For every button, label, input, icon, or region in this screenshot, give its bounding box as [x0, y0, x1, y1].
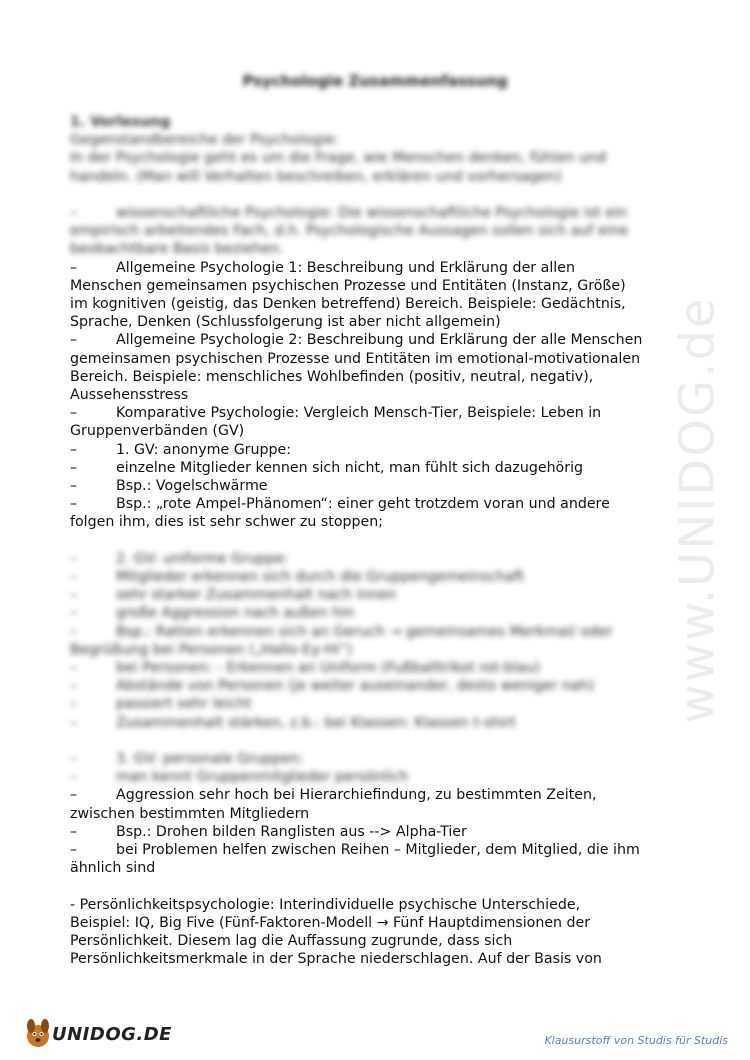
- line-text: Zusammenhalt stärken, z.b.: bei Klassen: Klassen t-shirt: [116, 714, 516, 731]
- text-line: [70, 168, 690, 186]
- bullet-dash: –: [70, 769, 78, 786]
- text-line: [70, 331, 690, 349]
- line-text: Begrüßung bei Personen („Hallo-Ey-Hi“): [70, 641, 353, 658]
- line-text: Bsp.: Vogelschwärme: [116, 478, 268, 495]
- bullet-dash: –: [70, 678, 78, 695]
- line-text: große Aggression nach außen hin: [116, 605, 355, 622]
- text-line: [70, 404, 690, 422]
- line-text: wissenschaftliche Psychologie: Die wissenschaftliche Psychologie ist ein: [116, 205, 627, 221]
- text-line: [70, 714, 690, 732]
- text-line: [70, 386, 690, 404]
- text-line: [70, 586, 690, 604]
- line-text: handeln. (Man will Verhalten beschreiben, erklären und vorhersagen): [70, 168, 562, 185]
- text-line: [70, 932, 690, 950]
- line-text: man kennt Gruppenmitglieder persönlich: [116, 769, 409, 786]
- line-text: Beispiel: IQ, Big Five (Fünf-Faktoren-Modell → Fünf Hauptdimensionen der: [70, 914, 591, 931]
- line-text: Bsp.: Ratten erkennen sich an Geruch → gemeinsames Merkmal/ oder: [116, 623, 613, 640]
- line-text: folgen ihm, dies ist sehr schwer zu stoppen;: [70, 514, 384, 531]
- line-text: Persönlichkeitsmerkmale in der Sprache niederschlagen. Auf der Basis von: [70, 951, 602, 968]
- line-text: 2. GV: uniforme Gruppe:: [116, 550, 289, 567]
- bullet-dash: –: [70, 405, 78, 422]
- text-line: [70, 950, 690, 968]
- text-line: [70, 623, 690, 641]
- line-text: 1. GV: anonyme Gruppe:: [116, 441, 292, 458]
- line-text: Bsp.: „rote Ampel-Phänomen“: einer geht trotzdem voran und andere: [116, 496, 610, 513]
- bullet-dash: –: [70, 459, 78, 476]
- text-line: [70, 459, 690, 477]
- text-line: [70, 768, 690, 786]
- line-text: 1. Vorlesung: [70, 114, 171, 130]
- document-title: Psychologie Zusammenfassung: [242, 72, 508, 90]
- line-text: Persönlichkeit. Diesem lag die Auffassung zugrunde, dass sich: [70, 933, 513, 950]
- text-line: [70, 277, 690, 295]
- bullet-dash: –: [70, 550, 78, 567]
- text-line: [70, 750, 690, 768]
- dog-mascot-icon: [22, 1014, 54, 1050]
- logo-text: UNIDOG.DE: [52, 1024, 172, 1045]
- line-text: bei Personen: - Erkennen an Uniform (Fußballtrikot rot-blau): [116, 660, 541, 677]
- text-line: [70, 113, 690, 131]
- line-text: Menschen gemeinsamen psychischen Prozesse und Entitäten (Instanz, Größe): [70, 277, 626, 294]
- line-text: einzelne Mitglieder kennen sich nicht, man fühlt sich dazugehörig: [116, 459, 584, 476]
- text-line: [70, 477, 690, 495]
- text-line: [70, 550, 690, 568]
- line-text: Sprache, Denken (Schlussfolgerung ist aber nicht allgemein): [70, 314, 501, 331]
- text-line: [70, 604, 690, 622]
- bullet-dash: –: [70, 787, 78, 804]
- text-line: [70, 914, 690, 932]
- line-text: Aussehensstress: [70, 387, 189, 404]
- line-text: Bereich. Beispiele: menschliches Wohlbefinden (positiv, neutral, negativ),: [70, 368, 594, 385]
- watermark-text: www.UNIDOG.de: [669, 296, 726, 724]
- text-line: [70, 422, 690, 440]
- bullet-dash: –: [70, 441, 78, 458]
- line-text: beobachtbare Basis beziehen.: [70, 241, 284, 258]
- text-line: [70, 677, 690, 695]
- bullet-dash: –: [70, 259, 78, 276]
- bullet-dash: –: [70, 205, 78, 221]
- text-line: [70, 204, 690, 222]
- footer-tagline: Klausurstoff von Studis für Studis: [544, 1034, 728, 1047]
- text-line: [70, 295, 690, 313]
- text-line: [70, 695, 690, 713]
- unidog-logo[interactable]: [22, 1012, 172, 1052]
- text-line: [70, 495, 690, 513]
- text-line: [70, 222, 690, 240]
- text-line: [70, 823, 690, 841]
- text-line: [70, 131, 690, 149]
- text-line: [70, 259, 690, 277]
- bullet-dash: –: [70, 478, 78, 495]
- text-line: [70, 896, 690, 914]
- watermark: [662, 280, 732, 740]
- line-text: In der Psychologie geht es um die Frage, wie Menschen denken, fühlen und: [70, 150, 606, 167]
- text-line: [70, 805, 690, 823]
- bullet-dash: –: [70, 587, 78, 604]
- bullet-dash: –: [70, 605, 78, 622]
- text-line: [70, 350, 690, 368]
- bullet-dash: –: [70, 714, 78, 731]
- text-line: [70, 368, 690, 386]
- bullet-dash: –: [70, 842, 78, 859]
- line-text: Allgemeine Psychologie 1: Beschreibung und Erklärung der allen: [116, 259, 575, 276]
- line-text: bei Problemen helfen zwischen Reihen – Mitglieder, dem Mitglied, die ihm: [116, 842, 640, 859]
- text-line: [70, 441, 690, 459]
- text-line: [70, 841, 690, 859]
- line-text: Gruppenverbänden (GV): [70, 423, 245, 440]
- line-text: Abstände von Personen (je weiter auseinander, desto weniger nah): [116, 678, 595, 695]
- text-line: [70, 513, 690, 531]
- line-text: zwischen bestimmten Mitgliedern: [70, 805, 310, 822]
- text-line: [70, 859, 690, 877]
- blank-line: [70, 877, 690, 895]
- text-line: [70, 240, 690, 258]
- line-text: Gegenstandbereiche der Psychologie:: [70, 132, 339, 149]
- text-line: [70, 786, 690, 804]
- line-text: Aggression sehr hoch bei Hierarchiefindung, zu bestimmten Zeiten,: [116, 787, 597, 804]
- line-text: 3. GV: personale Gruppen:: [116, 751, 304, 768]
- line-text: Bsp.: Drohen bilden Ranglisten aus --> Alpha-Tier: [116, 823, 467, 840]
- document-body: [70, 113, 690, 968]
- bullet-dash: –: [70, 496, 78, 513]
- text-line: [70, 641, 690, 659]
- text-line: [70, 568, 690, 586]
- bullet-dash: –: [70, 751, 78, 768]
- blank-line: [70, 732, 690, 750]
- text-line: [70, 659, 690, 677]
- bullet-dash: –: [70, 623, 78, 640]
- line-text: empirisch arbeitendes Fach, d.h. Psychologische Aussagen sollen sich auf eine: [70, 223, 629, 240]
- line-text: gemeinsamen psychischen Prozesse und Entitäten im emotional-motivationalen: [70, 350, 641, 367]
- line-text: ähnlich sind: [70, 860, 156, 877]
- text-line: [70, 149, 690, 167]
- text-line: [70, 313, 690, 331]
- bullet-dash: –: [70, 569, 78, 586]
- line-text: - Persönlichkeitspsychologie: Interindividuelle psychische Unterschiede,: [70, 896, 581, 913]
- blank-line: [70, 186, 690, 204]
- blank-line: [70, 532, 690, 550]
- line-text: Allgemeine Psychologie 2: Beschreibung und Erklärung der alle Menschen: [116, 332, 643, 349]
- bullet-dash: –: [70, 332, 78, 349]
- bullet-dash: –: [70, 823, 78, 840]
- line-text: passiert sehr leicht: [116, 696, 252, 713]
- bullet-dash: –: [70, 696, 78, 713]
- line-text: sehr starker Zusammenhalt nach innen: [116, 587, 397, 604]
- line-text: im kognitiven (geistig, das Denken betreffend) Bereich. Beispiele: Gedächtnis,: [70, 296, 626, 313]
- line-text: Komparative Psychologie: Vergleich Mensch-Tier, Beispiele: Leben in: [116, 405, 602, 422]
- line-text: Mitglieder erkennen sich durch die Gruppengemeinschaft: [116, 569, 525, 586]
- bullet-dash: –: [70, 660, 78, 677]
